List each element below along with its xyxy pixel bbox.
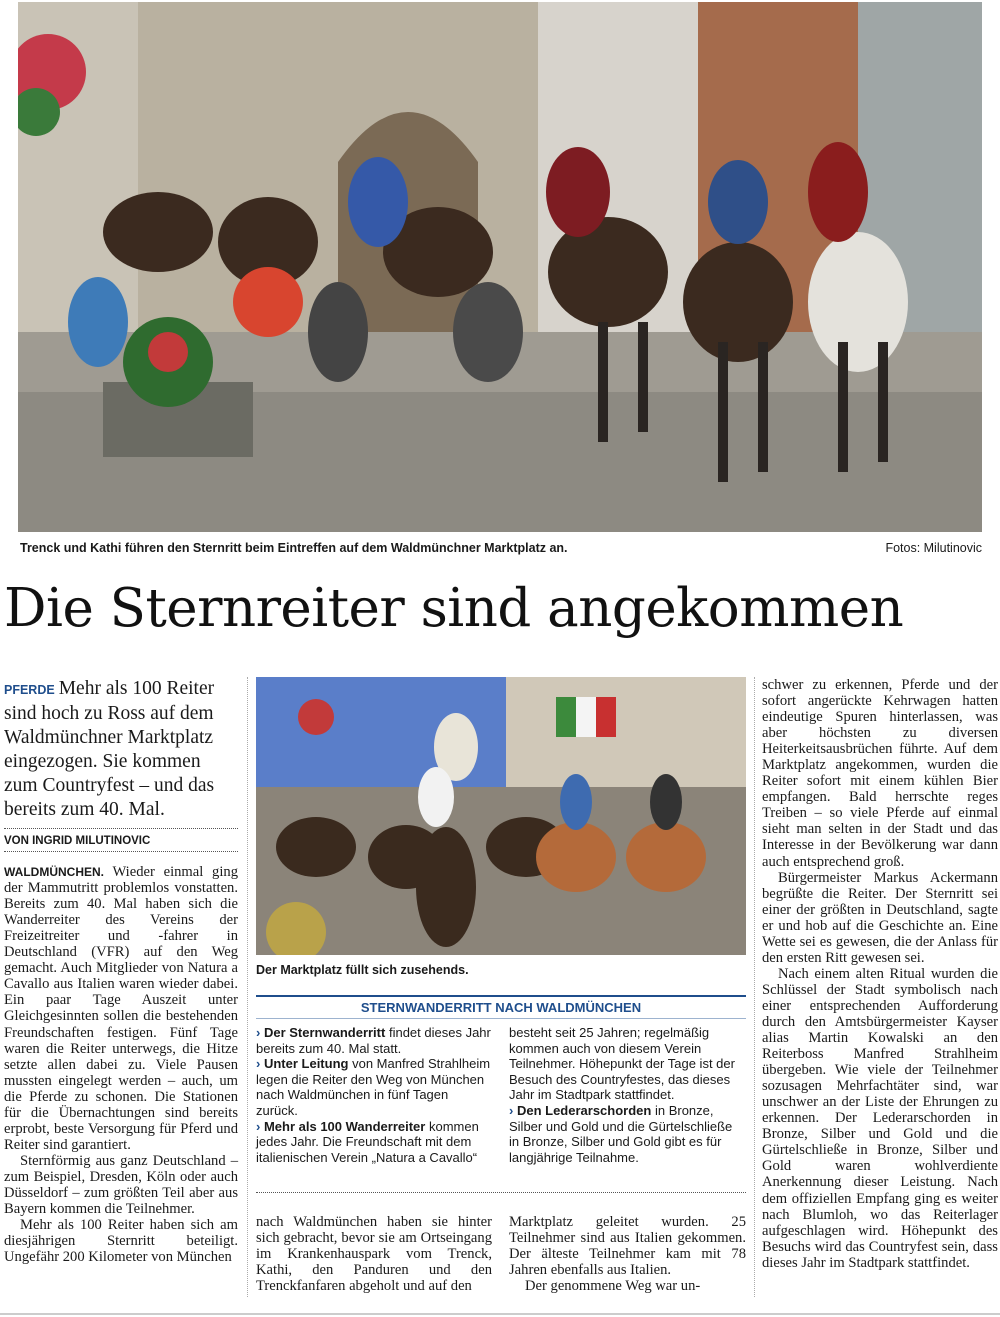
paragraph: Der genommene Weg war un- — [525, 1278, 701, 1295]
paragraph: Sternförmig aus ganz Deutschland – zum Beispiel, Dresden, Köln oder auch Düsseldorf – zum größten Teil aber aus Bayern kommen die Teilnehmer. — [4, 1152, 238, 1218]
info-box — [256, 995, 746, 1165]
info-item — [256, 1056, 493, 1118]
article-column-3 — [762, 677, 998, 1271]
article-column-1 — [4, 677, 238, 1265]
info-item-text: kommen jedes Jahr. Die Freundschaft mit dem italienischen Verein „Natura a Cavallo“ — [256, 1118, 479, 1165]
marketplace-photo — [256, 677, 746, 955]
main-photo — [18, 2, 982, 532]
chevron-right-icon: › — [256, 1025, 261, 1040]
article-column-2a — [256, 1214, 492, 1294]
info-box-column-2 — [509, 1025, 746, 1165]
paragraph: schwer zu erkennen, Pferde und der sofort angerückte Kehrwagen hatten eindeutige Spuren hinterlassen, was aber höchsten zu diversen Heiterkeitsausbrüchen führte. Auf dem Marktplatz angekommen, wurden die Reiter sofort mit einem kühlen Bier empfangen. Bald herrschte reges Treiben – so viele Pferde auf einmal sieht man selten in der Stadt und das Interesse in der Bevölkerung war dann auch entsprechend groß. — [762, 677, 998, 870]
photo-credit: Fotos: Milutinovic — [885, 541, 982, 555]
paragraph: Nach einem alten Ritual wurden die Schlüssel der Stadt symbolisch nach einer entsprechenden Aufforderung durch den Amtsbürgermeister Kayser alias Martin Kowalski an den Reiterboss Manfred Strahlheim übergeben. Wie viele der Teilnehmer sozusagen Mehrfachtäter sind, war unschwer an der Liste der Ehrungen zu erkennen. Der Lederarschorden in Bronze, Silber und Gold und die Gürtelschließe in Bronze, Silber und Gold waren wohlverdiente Anerkennung dieser Leistung. Nach dem offiziellen Empfang ging es weiter nach Blumloh, wo das Reiterlager aufgeschlagen wird. Höhepunkt des Besuchs wird das Countryfest sein, dass dieses Jahr im Stadtpark stattfindet. — [762, 965, 998, 1271]
dateline: WALDMÜNCHEN. — [4, 865, 104, 880]
column-divider — [754, 677, 755, 1297]
info-item — [256, 1119, 493, 1166]
info-item-bold: Der Sternwanderritt — [263, 1025, 386, 1040]
info-item — [256, 1025, 493, 1056]
kicker: PFERDE — [4, 683, 55, 697]
info-item-bold: Den Lederarschorden — [516, 1102, 652, 1118]
article-column-2b — [509, 1214, 746, 1294]
info-item-bold: Unter Leitung — [263, 1056, 349, 1072]
info-item-bold: Mehr als 100 Wanderreiter — [263, 1118, 426, 1134]
chevron-right-icon: › — [509, 1102, 514, 1118]
paragraph: Bürgermeister Markus Ackermann begrüßte die Reiter. Der Sternritt sei einer der größten in Deutschland, sagte er und hob auf die Geschichte an. Eine Wette sei es gewesen, die der Anlass für den ersten Ritt gewesen sei. — [762, 869, 998, 966]
info-item — [509, 1103, 746, 1165]
chevron-right-icon: › — [256, 1118, 261, 1134]
info-item-continuation: besteht seit 25 Jahren; regelmäßig kommen auch von diesem Verein Teilnehmer. Höhepunkt der Tage ist der Besuch des Countryfestes, das dieses Jahr im Stadtpark stattfindet. — [509, 1025, 735, 1103]
paragraph: nach Waldmünchen haben sie hinter sich gebracht, bevor sie am Ortseingang im Krankenhauspark vom Trenck, Kathi, den Panduren und den Trenckfanfaren abgeholt und auf den — [256, 1214, 492, 1295]
info-item-text: findet dieses Jahr bereits zum 40. Mal statt. — [256, 1025, 491, 1056]
info-item-text: in Bronze, Silber und Gold und die Gürtelschließe in Bronze, Silber und Gold gibt es für langjährige Teilnahme. — [509, 1102, 733, 1165]
info-box-divider — [256, 1192, 746, 1193]
paragraph — [4, 864, 238, 1153]
paragraph: Mehr als 100 Reiter haben sich am diesjährigen Sternritt beteiligt. Ungefähr 200 Kilometer von München — [4, 1217, 238, 1266]
byline: VON INGRID MILUTINOVIC — [4, 828, 238, 852]
info-item-text: von Manfred Strahlheim legen die Reiter den Weg von München nach Waldmünchen in fünf Tagen zurück. — [256, 1056, 491, 1118]
main-photo-caption: Trenck und Kathi führen den Sternritt beim Eintreffen auf dem Waldmünchner Marktplatz an. — [20, 541, 568, 555]
lead — [4, 677, 238, 822]
marketplace-photo-caption: Der Marktplatz füllt sich zusehends. — [256, 963, 469, 977]
info-box-column-1 — [256, 1025, 493, 1165]
chevron-right-icon: › — [256, 1056, 261, 1072]
paragraph-text: Wieder einmal ging der Mammutritt problemlos vonstatten. Bereits zum 40. Mal haben sich die Wanderreiter des Vereins der Freizeitreiter und -fahrer in Deutschland (VFR) auf den Weg gemacht. Auch Mitglieder von Natura a Cavallo aus Italien waren wieder dabei. Ein paar Tage Auszeit unter Gleichgesinnten sollen die bestehenden Freundschaften festigen. Fünf Tage waren die Reiter unterwegs, die Hitze setzte allen dabei zu. Viele Pausen mussten eingelegt werden – auch, um die Pferde zu schonen. Die Stationen für die Übernachtungen sind bereits erprobt, beste Versorgung für Pferd und Reiter sind garantiert. — [4, 864, 238, 1153]
page-bottom-rule — [0, 1313, 1000, 1315]
lead-text: Mehr als 100 Reiter sind hoch zu Ross auf dem Waldmünchner Marktplatz eingezogen. Sie kommen zum Countryfest – und das bereits zum 40. Mal. — [4, 678, 215, 820]
info-box-title: STERNWANDERRITT NACH WALDMÜNCHEN — [256, 995, 746, 1019]
column-divider — [247, 677, 248, 1297]
headline: Die Sternreiter sind angekommen — [4, 578, 904, 639]
paragraph: Marktplatz geleitet wurden. 25 Teilnehmer sind aus Italien gekommen. Der älteste Teilnehmer kam mit 78 Jahren ebenfalls aus Italien. — [509, 1214, 746, 1279]
